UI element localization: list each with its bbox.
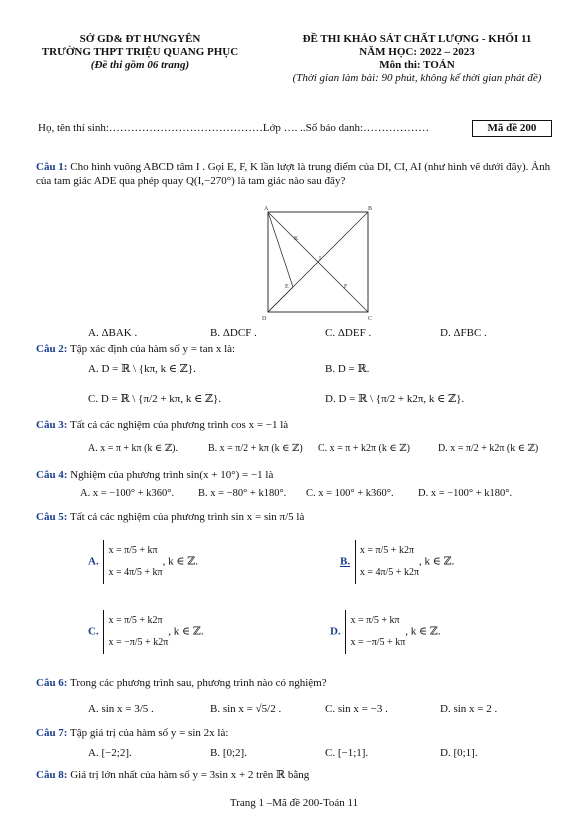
label-d: D [262,316,267,322]
equation-line: x = π/5 + kπ [350,615,400,626]
q6-option-a[interactable]: A. sin x = 3/5 . [88,703,154,715]
question-label: Câu 7: [36,727,68,739]
q5-option-d[interactable] [330,610,441,654]
equation-system [103,540,162,584]
condition: , k ∈ ℤ. [162,555,199,568]
q4-option-c[interactable]: C. x = 100° + k360°. [306,488,394,499]
option-letter: C. [88,625,99,638]
equation-line: x = −π/5 + kπ [350,637,406,648]
q1-option-d[interactable]: D. ΔFBC . [440,327,487,339]
question-4 [36,468,273,482]
dept-name: SỞ GD& ĐT HƯNGYÊN [79,33,201,45]
q7-option-d[interactable]: D. [0;1]. [440,747,478,759]
equation-line: x = 4π/5 + k2π [359,567,419,578]
q3-option-c[interactable]: C. x = π + k2π (k ∈ ℤ) [318,443,410,454]
question-8 [36,768,309,782]
q2-option-d[interactable]: D. D = ℝ \ {π/2 + k2π, k ∈ ℤ}. [325,393,465,405]
q7-option-c[interactable]: C. [−1;1]. [325,747,369,759]
school-year: NĂM HỌC: 2022 – 2023 [359,46,475,58]
label-c: C [368,316,373,322]
q6-option-d[interactable]: D. sin x = 2 . [440,703,498,715]
equation-system [345,610,405,654]
option-letter: D. [330,625,341,638]
question-7 [36,726,228,740]
question-label: Câu 3: [36,419,68,431]
condition: , k ∈ ℤ. [405,625,441,638]
question-text: Giá trị lớn nhất của hàm số y = 3sin x + 2 trên ℝ bằng [70,769,310,781]
label-e: E [285,284,289,290]
question-text: Cho hình vuông ABCD tâm I . Gọi E, F, K lần lượt là trung điểm của DI, CI, AI (như hình vẽ dưới đây). Ảnh của tam giác ADE qua phép quay Q(I,−270°) là tam giác nào sau đây? [36,161,551,187]
page-footer: Trang 1 –Mã đề 200-Toán 11 [229,797,359,809]
school-header [20,33,260,72]
q2-option-b[interactable]: B. D = ℝ. [325,363,370,375]
condition: , k ∈ ℤ. [168,625,204,638]
equation-line: x = π/5 + k2π [359,545,414,556]
option-letter: B. [340,555,351,568]
q5-option-c[interactable] [88,610,204,654]
question-text: Trong các phương trình sau, phương trình nào có nghiệm? [70,677,327,689]
q3-option-b[interactable]: B. x = π/2 + kπ (k ∈ ℤ) [208,443,303,454]
question-label: Câu 1: [36,161,68,173]
exam-code-box: Mã đề 200 [472,120,552,137]
label-b: B [368,206,373,212]
question-text: Tất cả các nghiệm của phương trình sin x = sin π/5 là [70,511,305,523]
q6-option-c[interactable]: C. sin x = −3 . [325,703,388,715]
question-5 [36,510,304,524]
equation-system [355,540,419,584]
equation-system [103,610,168,654]
q5-option-a[interactable] [88,540,198,584]
question-label: Câu 4: [36,469,68,481]
exam-header [262,33,572,85]
condition: , k ∈ ℤ. [419,555,455,568]
page-count: (Đề thi gồm 06 trang) [90,59,190,71]
equation-line: x = π/5 + k2π [108,615,163,626]
question-text: Nghiệm của phương trình sin(x + 10°) = −1 là [70,469,274,481]
q3-option-a[interactable]: A. x = π + kπ (k ∈ ℤ). [88,443,178,454]
subject: Môn thi: TOÁN [379,59,455,71]
q4-option-b[interactable]: B. x = −80° + k180°. [198,488,287,499]
question-text: Tất cả các nghiệm của phương trình cos x = −1 là [70,419,289,431]
equation-line: x = 4π/5 + kπ [108,567,163,578]
question-label: Câu 8: [36,769,68,781]
question-2 [36,342,235,356]
label-a: A [264,206,269,212]
q4-option-a[interactable]: A. x = −100° + k360°. [80,488,175,499]
question-text: Tập giá trị của hàm số y = sin 2x là: [70,727,229,739]
equation-line: x = −π/5 + k2π [108,637,169,648]
question-text: Tập xác định của hàm số y = tan x là: [70,343,236,355]
square-figure [258,202,380,324]
school-name: TRƯỜNG THPT TRIỆU QUANG PHỤC [41,46,239,58]
question-label: Câu 2: [36,343,68,355]
q1-option-c[interactable]: C. ΔDEF . [325,327,372,339]
question-label: Câu 5: [36,511,68,523]
q3-option-d[interactable]: D. x = π/2 + k2π (k ∈ ℤ) [438,443,539,454]
label-f: F [344,284,348,290]
label-i: I [319,256,321,262]
q2-option-a[interactable]: A. D = ℝ \ {kπ, k ∈ ℤ}. [88,363,196,375]
q1-option-b[interactable]: B. ΔDCF . [210,327,257,339]
time-limit: (Thời gian làm bài: 90 phút, không kể thời gian phát đề) [292,72,542,84]
q7-option-b[interactable]: B. [0;2]. [210,747,247,759]
q2-option-c[interactable]: C. D = ℝ \ {π/2 + kπ, k ∈ ℤ}. [88,393,222,405]
student-info-line: Họ, tên thí sinh:……………………………………Lớp …. ..Số báo danh:……………… [38,122,430,134]
question-1 [36,160,556,188]
q6-option-b[interactable]: B. sin x = √5/2 . [210,703,282,715]
question-6 [36,676,327,690]
exam-title: ĐỀ THI KHẢO SÁT CHẤT LƯỢNG - KHỐI 11 [302,33,532,45]
equation-line: x = π/5 + kπ [108,545,158,556]
q4-option-d[interactable]: D. x = −100° + k180°. [418,488,513,499]
q5-option-b[interactable] [340,540,454,584]
question-label: Câu 6: [36,677,68,689]
question-3 [36,418,288,432]
label-k: K [294,236,299,242]
option-letter: A. [88,555,99,568]
q1-option-a[interactable]: A. ΔBAK . [88,327,138,339]
q7-option-a[interactable]: A. [−2;2]. [88,747,132,759]
